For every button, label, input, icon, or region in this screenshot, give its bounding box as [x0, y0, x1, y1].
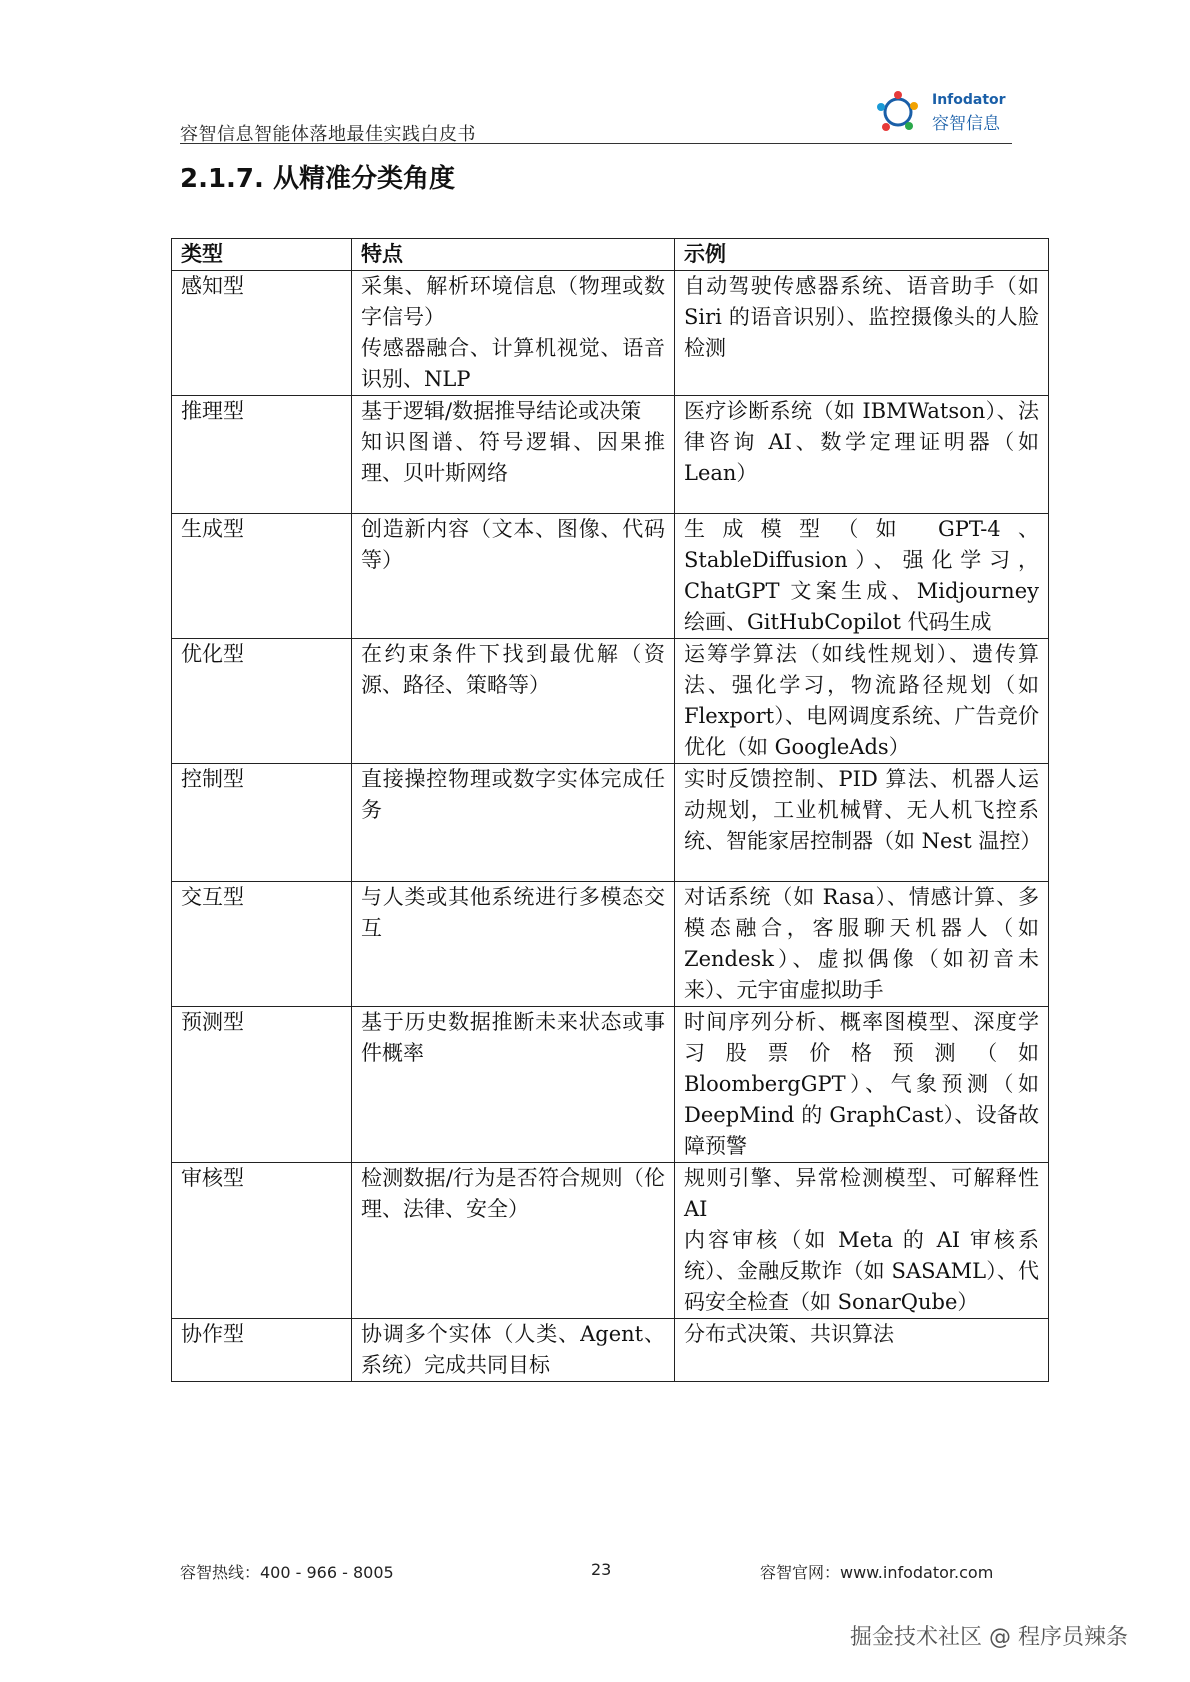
examples-text: 内容审核（如 Meta 的 AI 审核系统）、金融反欺诈（如 SASAML）、代码安全检查（如 SonarQube） — [684, 1228, 1039, 1314]
cell-type: 交互型 — [172, 882, 352, 1007]
cell-type: 控制型 — [172, 764, 352, 882]
footer-hotline: 容智热线：400 - 966 - 8005 — [180, 1563, 394, 1582]
column-header-type: 类型 — [172, 239, 352, 271]
examples-text: 生成模型（如 GPT-4、StableDiffusion）、强化学习，ChatGPT 文案生成、Midjourney 绘画、GitHubCopilot 代码生成 — [684, 517, 1039, 634]
cell-type: 优化型 — [172, 639, 352, 764]
column-header-features: 特点 — [352, 239, 675, 271]
features-text: 基于历史数据推断未来状态或事件概率 — [361, 1010, 665, 1065]
features-text: 采集、解析环境信息（物理或数字信号） — [361, 274, 665, 329]
table-row — [172, 1163, 1049, 1319]
features-text: 知识图谱、符号逻辑、因果推理、贝叶斯网络 — [361, 430, 665, 485]
examples-text: 运筹学算法（如线性规划）、遗传算法、强化学习，物流路径规划（如 Flexport）、电网调度系统、广告竞价优化（如 GoogleAds） — [684, 642, 1039, 759]
cell-type: 审核型 — [172, 1163, 352, 1319]
cell-examples — [675, 396, 1049, 514]
cell-type: 协作型 — [172, 1319, 352, 1382]
examples-text: 实时反馈控制、PID 算法、机器人运动规划，工业机械臂、无人机飞控系统、智能家居控制器（如 Nest 温控） — [684, 767, 1042, 853]
examples-text: 分布式决策、共识算法 — [684, 1322, 894, 1346]
features-text: 传感器融合、计算机视觉、语音识别、NLP — [361, 336, 665, 391]
logo-text-en: Infodator — [932, 92, 1006, 108]
section-title: 2.1.7. 从精准分类角度 — [180, 164, 455, 194]
classification-table — [171, 238, 1049, 1382]
examples-text: 医疗诊断系统（如 IBMWatson）、法律咨询 AI、数学定理证明器（如 Lean） — [684, 399, 1039, 485]
cell-features — [352, 271, 675, 396]
header-divider — [180, 143, 1012, 144]
table-row — [172, 882, 1049, 1007]
examples-text: 规则引擎、异常检测模型、可解释性 AI — [684, 1166, 1039, 1221]
features-text: 协调多个实体（人类、Agent、系统）完成共同目标 — [361, 1322, 665, 1377]
examples-text: 对话系统（如 Rasa）、情感计算、多模态融合，客服聊天机器人（如 Zendesk）、虚拟偶像（如初音未来）、元宇宙虚拟助手 — [684, 885, 1039, 1002]
features-text: 创造新内容（文本、图像、代码等） — [361, 517, 665, 572]
footer-website: 容智官网：www.infodator.com — [760, 1563, 994, 1582]
examples-text: 自动驾驶传感器系统、语音助手（如 Siri 的语音识别）、监控摄像头的人脸检测 — [684, 274, 1039, 360]
column-header-examples: 示例 — [675, 239, 1049, 271]
cell-features — [352, 396, 675, 514]
footer-page-number: 23 — [591, 1560, 612, 1579]
cell-type: 预测型 — [172, 1007, 352, 1163]
examples-text: 时间序列分析、概率图模型、深度学习股票价格预测（如 BloombergGPT）、气象预测（如 DeepMind 的 GraphCast）、设备故障预警 — [684, 1010, 1039, 1158]
cell-examples — [675, 1007, 1049, 1163]
cell-type: 推理型 — [172, 396, 352, 514]
document-title: 容智信息智能体落地最佳实践白皮书 — [180, 124, 476, 145]
cell-examples — [675, 1319, 1049, 1382]
logo-text-cn: 容智信息 — [932, 114, 1000, 134]
table-body — [172, 271, 1049, 1382]
cell-examples — [675, 271, 1049, 396]
table-row — [172, 639, 1049, 764]
cell-examples — [675, 514, 1049, 639]
cell-type: 生成型 — [172, 514, 352, 639]
cell-examples — [675, 1163, 1049, 1319]
cell-type: 感知型 — [172, 271, 352, 396]
logo-mark-icon — [872, 86, 928, 138]
table-row — [172, 764, 1049, 882]
features-text: 在约束条件下找到最优解（资源、路径、策略等） — [361, 642, 665, 697]
table-row — [172, 1007, 1049, 1163]
cell-examples — [675, 882, 1049, 1007]
cell-features — [352, 1163, 675, 1319]
features-text: 检测数据/行为是否符合规则（伦理、法律、安全） — [361, 1166, 665, 1221]
cell-features — [352, 882, 675, 1007]
table-row — [172, 396, 1049, 514]
cell-features — [352, 514, 675, 639]
cell-features — [352, 764, 675, 882]
cell-features — [352, 639, 675, 764]
features-text: 与人类或其他系统进行多模态交互 — [361, 885, 665, 940]
features-text: 直接操控物理或数字实体完成任务 — [361, 767, 665, 822]
cell-features — [352, 1007, 675, 1163]
watermark: 掘金技术社区 @ 程序员辣条 — [850, 1625, 1128, 1650]
features-text: 基于逻辑/数据推导结论或决策 — [361, 399, 642, 423]
table-header-row — [172, 239, 1049, 271]
cell-examples — [675, 639, 1049, 764]
cell-features — [352, 1319, 675, 1382]
company-logo — [872, 86, 1012, 138]
table-row — [172, 514, 1049, 639]
table-row — [172, 1319, 1049, 1382]
table-row — [172, 271, 1049, 396]
cell-examples — [675, 764, 1049, 882]
